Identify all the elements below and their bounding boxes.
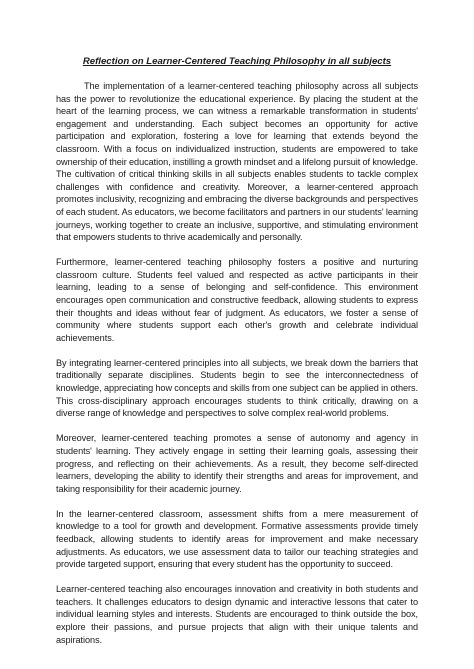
paragraph-2: Furthermore, learner-centered teaching philosophy fosters a positive and nurturing classroom culture. Students feel valued and respected as active participants in their learning, leading to a sense of belonging and self-confidence. This environment encourages open communication and constructive feedback, allowing students to express their thoughts and ideas without fear of judgment. As educators, we foster a sense of community where students support each other's growth and celebrate individual achievements.	[56, 257, 418, 343]
paragraph-4: Moreover, learner-centered teaching promotes a sense of autonomy and agency in students' learning. They actively engage in setting their learning goals, assessing their progress, and reflecting on their achievements. As a result, they become self-directed learners, developing the ability to identify their strengths and areas for improvement, and taking responsibility for their academic journey.	[56, 433, 418, 494]
document-body	[56, 80, 418, 659]
paragraph-3: By integrating learner-centered principles into all subjects, we break down the barriers that traditionally separate disciplines. Students begin to see the interconnectedness of knowledge, appreciating how concepts and skills from one subject can be applied in others. This cross-disciplinary approach encourages students to think critically, drawing on a diverse range of knowledge and perspectives to solve complex real-world problems.	[56, 357, 418, 419]
document-title: Reflection on Learner-Centered Teaching Philosophy in all subjects	[82, 56, 392, 67]
paragraph-6: Learner-centered teaching also encourages innovation and creativity in both students and teachers. It challenges educators to design dynamic and interactive lessons that cater to individual learning styles and interests. Students are encouraged to think outside the box, explore their passions, and pursue projects that align with their unique talents and aspirations.	[56, 584, 418, 645]
paragraph-1: The implementation of a learner-centered teaching philosophy across all subjects has the power to revolutionize the educational experience. By placing the student at the heart of the learning process, we can witness a remarkable transformation in students' engagement and understanding. Each subject becomes an opportunity for active participation and exploration, fostering a love for learning that extends beyond the classroom. With a focus on individualized instruction, students are empowered to take ownership of their education, instilling a growth mindset and a lifelong pursuit of knowledge. The cultivation of critical thinking skills in all subjects enables students to tackle complex challenges with confidence and creativity. Moreover, a learner-centered approach promotes inclusivity, recognizing and embracing the diverse backgrounds and perspectives of each student. As educators, we become facilitators and partners in our students' learning journeys, working together to create an inclusive, supportive, and stimulating environment that empowers students to thrive academically and personally.	[56, 81, 418, 243]
paragraph-5: In the learner-centered classroom, assessment shifts from a mere measurement of knowledge to a tool for growth and development. Formative assessments provide timely feedback, allowing students to identify areas for improvement and make necessary adjustments. As educators, we use assessment data to tailor our teaching strategies and provide targeted support, ensuring that every student has the opportunity to succeed.	[56, 508, 418, 570]
